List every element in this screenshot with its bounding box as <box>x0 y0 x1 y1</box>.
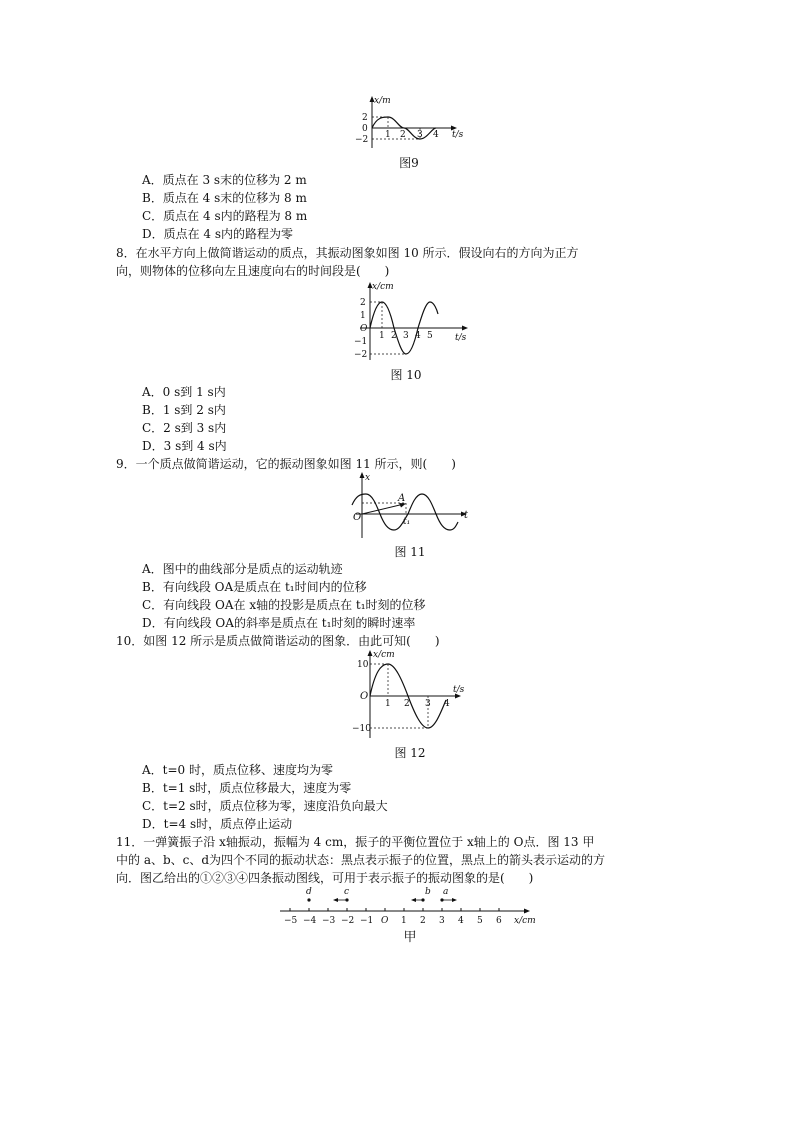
q8-option-b: B．1 s到 2 s内 <box>142 403 226 417</box>
axis-origin: O <box>381 916 389 926</box>
fig12-origin: O <box>360 691 369 702</box>
fig10-xlabel: t/s <box>455 333 467 343</box>
fig11-caption: 图 11 <box>394 545 426 559</box>
fig12-tick-x: 1 <box>385 699 391 709</box>
state-d-dot <box>307 898 310 901</box>
fig9-caption: 图9 <box>399 156 419 170</box>
axis-tick: −5 <box>284 916 298 926</box>
fig12-xlabel: t/s <box>453 685 465 695</box>
fig12-tick-x: 2 <box>404 699 410 709</box>
fig9-tick-y: 2 <box>362 113 368 123</box>
fig11-origin: O <box>353 512 362 523</box>
fig12-tick-y: 10 <box>357 660 369 670</box>
axis-tick: 5 <box>477 916 483 926</box>
q9-option-c: C．有向线段 OA在 x轴的投影是质点在 t₁时刻的位移 <box>142 598 426 612</box>
fig9-tick-x: 3 <box>417 130 423 140</box>
fig10-tick-y: −2 <box>354 350 368 360</box>
fig10-tick-x: 2 <box>391 331 397 341</box>
axis-tick: −2 <box>341 916 355 926</box>
q7-option-d: D．质点在 4 s内的路程为零 <box>142 227 294 241</box>
axis-tick: 3 <box>439 916 445 926</box>
q7-option-c: C．质点在 4 s内的路程为 8 m <box>142 209 308 223</box>
fig9-ylabel: x/m <box>374 96 391 106</box>
q10-option-c: C．t=2 s时，质点位移为零，速度沿负向最大 <box>142 799 388 813</box>
figure-11 <box>344 470 474 540</box>
axis-tick: −3 <box>322 916 336 926</box>
fig10-caption: 图 10 <box>390 368 422 382</box>
q9-option-b: B．有向线段 OA是质点在 t₁时间内的位移 <box>142 580 367 594</box>
fig12-tick-y: −10 <box>352 724 371 734</box>
fig11-point-a: A <box>398 493 406 504</box>
axis-label: x/cm <box>514 916 536 926</box>
state-b-label: b <box>425 887 431 897</box>
figure-9 <box>352 94 472 150</box>
q10-option-a: A．t=0 时，质点位移、速度均为零 <box>142 763 333 777</box>
figure-10 <box>340 280 475 362</box>
fig12-caption: 图 12 <box>394 746 426 760</box>
q9-stem: 9．一个质点做简谐运动，它的振动图象如图 11 所示，则( ) <box>116 457 456 471</box>
fig9-tick-x: 4 <box>433 130 439 140</box>
axis-tick: 6 <box>496 916 502 926</box>
fig10-tick-y: −1 <box>354 337 368 347</box>
q8-option-d: D．3 s到 4 s内 <box>142 439 227 453</box>
q8-stem-line2: 向，则物体的位移向左且速度向右的时间段是( ) <box>116 264 390 278</box>
figure-12 <box>340 648 475 740</box>
q8-option-a: A．0 s到 1 s内 <box>142 385 226 399</box>
fig11-ylabel: x <box>365 473 371 483</box>
fig11-xlabel: t <box>464 510 469 521</box>
q9-option-a: A．图中的曲线部分是质点的运动轨迹 <box>142 562 343 576</box>
fig11-vector-oa <box>362 504 404 514</box>
q7-option-b: B．质点在 4 s末的位移为 8 m <box>142 191 307 205</box>
axis-tick: −1 <box>360 916 374 926</box>
fig10-tick-x: 4 <box>415 331 421 341</box>
fig10-tick-y: 1 <box>360 311 366 321</box>
axis-tick: −4 <box>303 916 317 926</box>
q7-option-a: A．质点在 3 s末的位移为 2 m <box>142 173 307 187</box>
fig10-tick-x: 5 <box>427 331 433 341</box>
fig13-jia-caption: 甲 <box>403 930 417 945</box>
fig10-tick-x: 3 <box>403 331 409 341</box>
q10-stem: 10．如图 12 所示是质点做简谐运动的图象．由此可知( ) <box>116 634 440 648</box>
fig11-t1: t₁ <box>403 517 411 527</box>
state-a-label: a <box>443 887 449 897</box>
fig9-xlabel: t/s <box>452 130 464 140</box>
fig12-tick-x: 3 <box>425 699 431 709</box>
fig9-tick-x: 2 <box>400 130 406 140</box>
fig10-tick-x: 1 <box>379 331 385 341</box>
state-c-label: c <box>344 887 350 897</box>
axis-tick: 4 <box>458 916 464 926</box>
q11-stem-line1: 11．一弹簧振子沿 x轴振动，振幅为 4 cm，振子的平衡位置位于 x轴上的 O点．图 13 甲 <box>116 835 595 849</box>
fig9-tick-x: 1 <box>385 130 391 140</box>
fig10-origin: O <box>360 324 368 334</box>
q9-option-d: D．有向线段 OA的斜率是质点在 t₁时刻的瞬时速率 <box>142 616 416 630</box>
fig12-ylabel: x/cm <box>373 650 395 660</box>
state-d-label: d <box>306 887 312 897</box>
q10-option-d: D．t=4 s时，质点停止运动 <box>142 817 293 831</box>
fig10-ylabel: x/cm <box>372 282 394 292</box>
q10-option-b: B．t=1 s时，质点位移最大，速度为零 <box>142 781 352 795</box>
q8-stem-line1: 8．在水平方向上做简谐运动的质点，其振动图象如图 10 所示．假设向右的方向为正方 <box>116 246 579 260</box>
fig10-tick-y: 2 <box>360 298 366 308</box>
q11-stem-line3: 向．图乙给出的①②③④四条振动图线，可用于表示振子的振动图象的是( ) <box>116 871 534 885</box>
q11-stem-line2: 中的 a、b、c、d为四个不同的振动状态：黑点表示振子的位置，黑点上的箭头表示运动的方 <box>116 853 606 867</box>
axis-tick: 2 <box>420 916 426 926</box>
q8-option-c: C．2 s到 3 s内 <box>142 421 227 435</box>
figure-13-jia <box>276 884 546 926</box>
fig9-tick-y: −2 <box>355 135 369 145</box>
axis-tick: 1 <box>401 916 407 926</box>
fig9-tick-y: 0 <box>362 124 368 134</box>
fig12-tick-x: 4 <box>444 699 450 709</box>
